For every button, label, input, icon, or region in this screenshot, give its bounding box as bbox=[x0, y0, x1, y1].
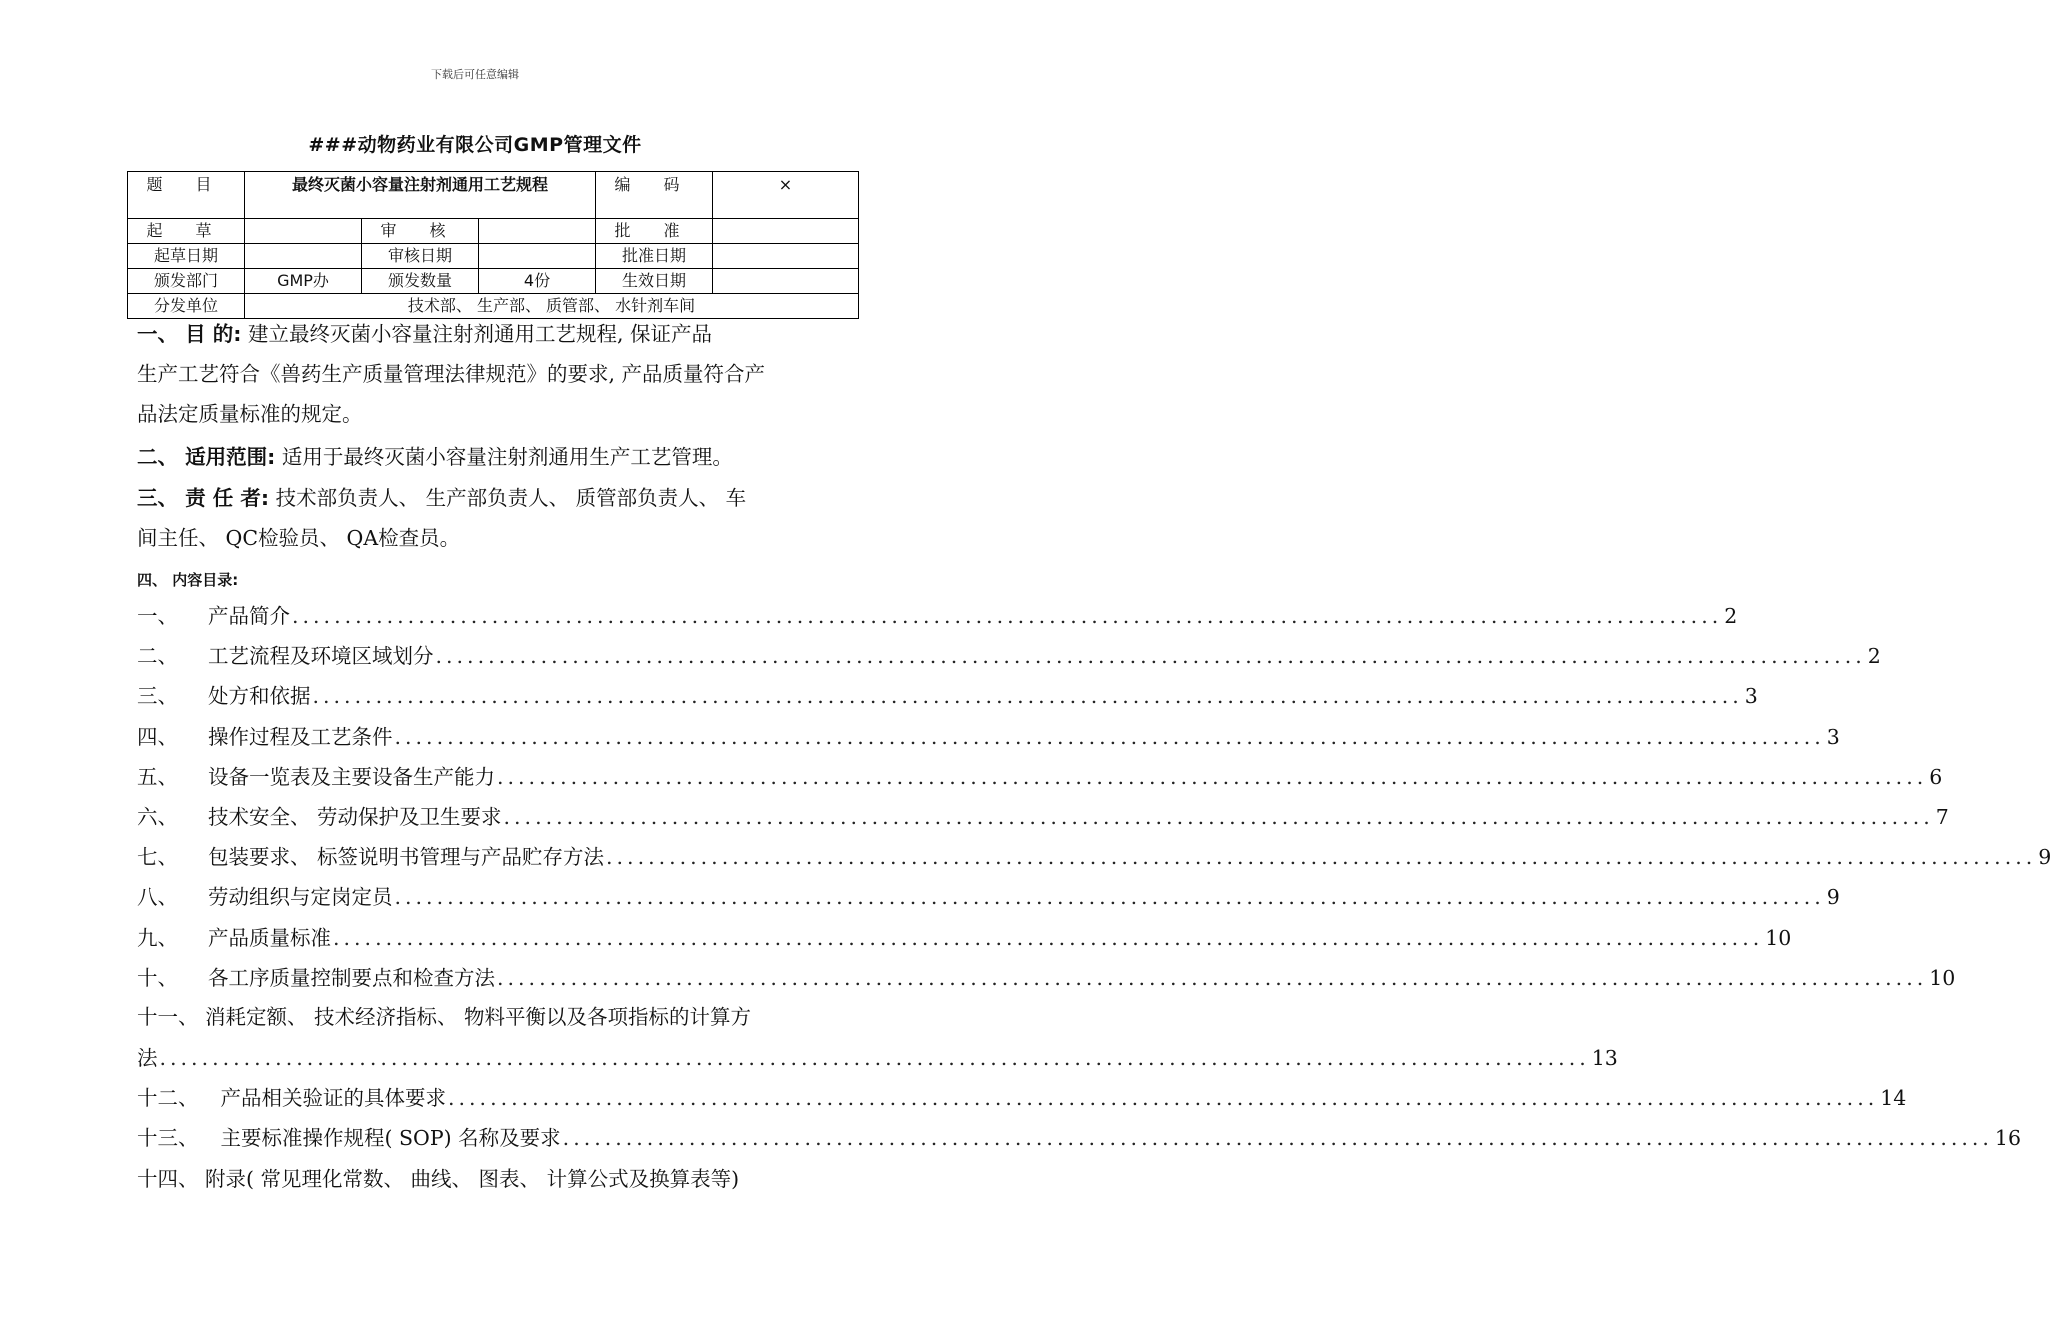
toc-entry[interactable] bbox=[137, 802, 1949, 832]
toc-entry-title: 主要标准操作规程( SOP) 名称及要求 bbox=[220, 1126, 561, 1151]
toc-entry[interactable] bbox=[137, 601, 1738, 631]
toc-leader-dots: ........................................................................................................................................ bbox=[394, 724, 1825, 749]
toc-entry-number: 二、 bbox=[137, 644, 178, 669]
draft-date-label: 起草日期 bbox=[128, 244, 245, 269]
toc-leader-dots: ........................................................................................................................................ bbox=[435, 644, 1866, 669]
toc-leader-dots: ........................................................................................................................................ bbox=[333, 925, 1764, 950]
toc-entry-page: 3 bbox=[1744, 684, 1758, 709]
issue-dept-value: GMP办 bbox=[245, 269, 362, 294]
toc-entry-title: 包装要求、 标签说明书管理与产品贮存方法 bbox=[208, 845, 605, 870]
code-value: × bbox=[713, 172, 859, 219]
toc-entry[interactable] bbox=[137, 1123, 2021, 1153]
toc-entry-14[interactable]: 十四、 附录( 常见理化常数、 曲线、 图表、 计算公式及换算表等) bbox=[137, 1167, 740, 1191]
toc-entry[interactable] bbox=[137, 963, 1956, 993]
toc-entry-page: 13 bbox=[1591, 1046, 1618, 1070]
toc-heading: 四、 内容目录: bbox=[137, 571, 239, 589]
effective-date-value bbox=[713, 269, 859, 294]
document-meta-table bbox=[127, 171, 859, 319]
toc-entry-page: 6 bbox=[1929, 764, 1943, 789]
toc-entry[interactable] bbox=[137, 722, 1840, 752]
toc-entry-number: 三、 bbox=[137, 684, 178, 709]
subject-value: 最终灭菌小容量注射剂通用工艺规程 bbox=[245, 172, 596, 219]
toc-entry-page: 9 bbox=[1826, 885, 1840, 910]
toc-entry-title: 产品质量标准 bbox=[208, 925, 331, 950]
toc-entry-title: 工艺流程及环境区域划分 bbox=[208, 644, 434, 669]
toc-leader-dots: ........................................................................................................................................ bbox=[497, 764, 1928, 789]
responsibility-label: 三、 责 任 者: bbox=[137, 486, 270, 510]
approve-date-value bbox=[713, 244, 859, 269]
distribution-value: 技术部、 生产部、 质管部、 水针剂车间 bbox=[245, 294, 859, 319]
toc-entry-number: 十二、 bbox=[137, 1086, 199, 1110]
purpose-text-2: 生产工艺符合《兽药生产质量管理法律规范》的要求, 产品质量符合产 bbox=[137, 362, 766, 386]
toc-leader-dots: ........................................................................................................................................ bbox=[497, 965, 1928, 990]
toc-leader-dots: ........................................................................................................................................ bbox=[394, 885, 1825, 910]
toc-entry-page: 2 bbox=[1867, 644, 1881, 669]
toc-entry[interactable] bbox=[137, 842, 2051, 872]
toc-entry[interactable] bbox=[137, 681, 1758, 711]
approve-value bbox=[713, 219, 859, 244]
distribution-label: 分发单位 bbox=[128, 294, 245, 319]
toc-entry-11-line1[interactable]: 十一、 消耗定额、 技术经济指标、 物料平衡以及各项指标的计算方 bbox=[137, 1005, 752, 1029]
download-watermark: 下载后可任意编辑 bbox=[431, 68, 519, 81]
approve-date-label: 批准日期 bbox=[596, 244, 713, 269]
toc-leader-dots: ........................................................................................................................................ bbox=[562, 1126, 1993, 1151]
scope-paragraph bbox=[137, 437, 859, 477]
toc-entry-title: 技术安全、 劳动保护及卫生要求 bbox=[208, 805, 502, 829]
review-date-label: 审核日期 bbox=[362, 244, 479, 269]
review-date-value bbox=[479, 244, 596, 269]
responsibility-text-2: 间主任、 QC检验员、 QA检查员。 bbox=[137, 526, 461, 550]
draft-label: 起 草 bbox=[128, 219, 245, 244]
toc-entry-page: 10 bbox=[1765, 925, 1792, 950]
toc-entry-page: 3 bbox=[1826, 724, 1840, 749]
toc-entry-page: 2 bbox=[1724, 604, 1738, 628]
purpose-label: 一、 目 的: bbox=[137, 322, 242, 346]
draft-value bbox=[245, 219, 362, 244]
toc-entry-title: 产品相关验证的具体要求 bbox=[220, 1086, 446, 1110]
toc-entry[interactable] bbox=[137, 641, 1881, 671]
toc-entry-page: 14 bbox=[1880, 1086, 1907, 1110]
toc-entry-title: 各工序质量控制要点和检查方法 bbox=[208, 965, 495, 990]
toc-entry-page: 16 bbox=[1994, 1126, 2021, 1151]
toc-leader-dots: ........................................................................................................................................ bbox=[448, 1086, 1879, 1110]
toc-entry-11-line2[interactable] bbox=[137, 1043, 1618, 1073]
toc-entry-number: 九、 bbox=[137, 925, 178, 950]
toc-leader-dots: ........................................................................................................................................ bbox=[606, 845, 2037, 870]
toc-entry-number: 四、 bbox=[137, 724, 178, 749]
toc-entry-title: 劳动组织与定岗定员 bbox=[208, 885, 393, 910]
toc-leader-dots: ........................................................................................................................................ bbox=[503, 805, 1934, 829]
draft-date-value bbox=[245, 244, 362, 269]
responsibility-text-1: 技术部负责人、 生产部负责人、 质管部负责人、 车 bbox=[269, 486, 747, 510]
toc-entry-title: 设备一览表及主要设备生产能力 bbox=[208, 764, 495, 789]
subject-label: 题 目 bbox=[128, 172, 245, 219]
toc-entry-title: 处方和依据 bbox=[208, 684, 311, 709]
issue-qty-value: 4份 bbox=[479, 269, 596, 294]
purpose-text-1: 建立最终灭菌小容量注射剂通用工艺规程, 保证产品 bbox=[241, 322, 713, 346]
toc-entry[interactable] bbox=[137, 923, 1792, 953]
scope-label: 二、 适用范围: bbox=[137, 445, 276, 469]
review-value bbox=[479, 219, 596, 244]
toc-leader-dots: ........................................................................................................................................ bbox=[292, 604, 1723, 628]
toc-entry-page: 10 bbox=[1929, 965, 1956, 990]
toc-entry-title: 法 bbox=[137, 1046, 158, 1070]
toc-entry[interactable] bbox=[137, 1083, 1907, 1113]
toc-entry-number: 七、 bbox=[137, 845, 178, 870]
toc-leader-dots: ........................................................................................................................................ bbox=[159, 1046, 1590, 1070]
toc-entry-number: 十三、 bbox=[137, 1126, 199, 1151]
purpose-text-3: 品法定质量标准的规定。 bbox=[137, 402, 363, 426]
document-title: ###动物药业有限公司GMP管理文件 bbox=[308, 134, 642, 156]
toc-entry-number: 六、 bbox=[137, 805, 178, 829]
code-label: 编 码 bbox=[596, 172, 713, 219]
approve-label: 批 准 bbox=[596, 219, 713, 244]
toc-entry-title: 操作过程及工艺条件 bbox=[208, 724, 393, 749]
issue-qty-label: 颁发数量 bbox=[362, 269, 479, 294]
review-label: 审 核 bbox=[362, 219, 479, 244]
purpose-paragraph bbox=[137, 314, 859, 434]
responsibility-paragraph bbox=[137, 478, 859, 558]
toc-entry-number: 一、 bbox=[137, 604, 178, 628]
toc-entry-title: 产品简介 bbox=[208, 604, 290, 628]
toc-entry-page: 9 bbox=[2038, 845, 2051, 870]
toc-entry-number: 五、 bbox=[137, 764, 178, 789]
issue-dept-label: 颁发部门 bbox=[128, 269, 245, 294]
toc-leader-dots: ........................................................................................................................................ bbox=[312, 684, 1743, 709]
toc-entry-number: 十、 bbox=[137, 965, 178, 990]
toc-entry-page: 7 bbox=[1935, 805, 1949, 829]
effective-date-label: 生效日期 bbox=[596, 269, 713, 294]
scope-text: 适用于最终灭菌小容量注射剂通用生产工艺管理。 bbox=[275, 445, 733, 469]
toc-entry[interactable] bbox=[137, 762, 1943, 792]
toc-entry-number: 八、 bbox=[137, 885, 178, 910]
toc-entry[interactable] bbox=[137, 882, 1840, 912]
